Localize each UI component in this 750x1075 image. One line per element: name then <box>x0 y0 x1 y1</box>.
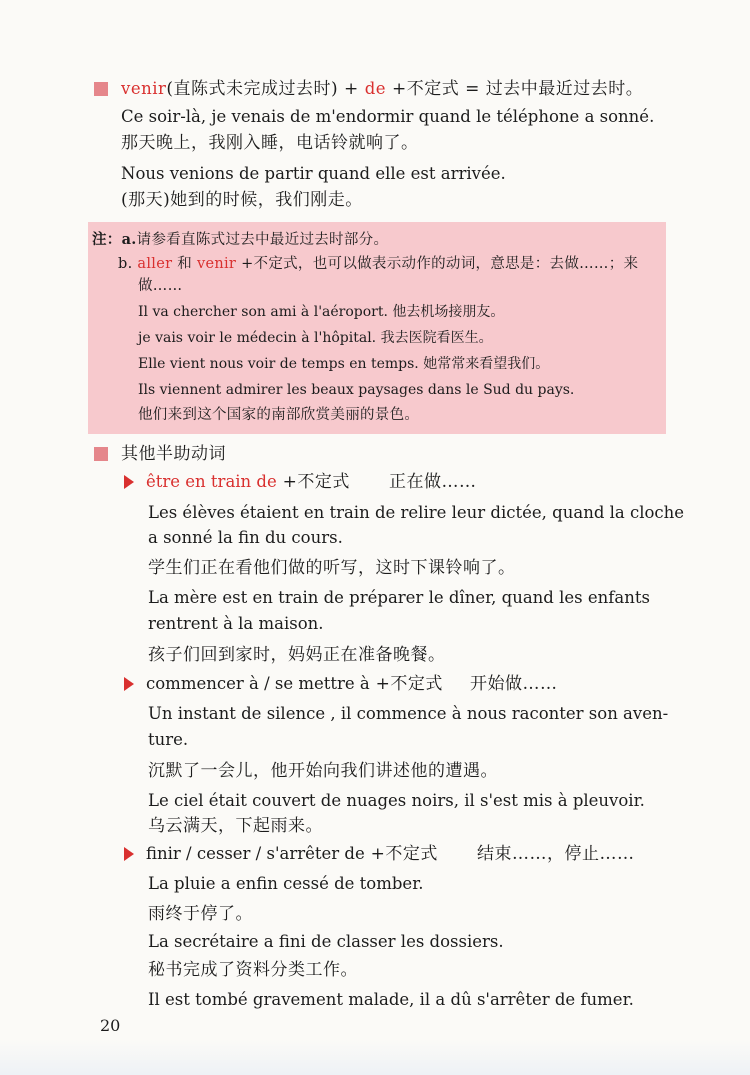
rule-plus: + <box>338 79 365 99</box>
page-bottom-shade <box>0 1040 750 1075</box>
item-formula: +不定式 <box>369 674 443 694</box>
section-bullet-square <box>94 447 108 461</box>
example-fr: a sonné la fin du cours. <box>148 528 343 547</box>
item-head: finir / cesser / s'arrêter de <box>146 844 365 863</box>
note-b-aller: aller <box>137 256 173 272</box>
section-bullet-square <box>94 82 108 96</box>
item-meaning: 结束……，停止…… <box>476 844 635 864</box>
item-head: commencer à / se mettre à <box>146 674 370 693</box>
example-zh: (那天)她到的时候，我们刚走。 <box>121 190 363 210</box>
rule-verb: venir <box>121 79 167 98</box>
note-example-zh: 他们来到这个国家的南部欣赏美丽的景色。 <box>138 407 420 423</box>
item-heading <box>146 673 558 695</box>
example-fr: Nous venions de partir quand elle est arrivée. <box>121 164 506 183</box>
example-zh: 孩子们回到家时，妈妈正在准备晚餐。 <box>148 645 446 665</box>
example-fr: Un instant de silence , il commence à nous raconter son aven- <box>148 704 669 723</box>
example-zh: 那天晚上，我刚入睡，电话铃就响了。 <box>121 133 419 153</box>
note-b <box>118 254 638 274</box>
example-fr: La pluie a enfin cessé de tomber. <box>148 874 424 893</box>
item-heading <box>146 843 634 865</box>
rule-line <box>121 78 643 100</box>
example-zh: 雨终于停了。 <box>148 904 253 924</box>
note-b-text1: +不定式，也可以做表示动作的动词，意思是：去做……；来 <box>236 256 639 272</box>
example-zh: 乌云满天，下起雨来。 <box>148 816 323 836</box>
rule-paren: (直陈式未完成过去时) <box>166 79 339 99</box>
note-a-text: 请参看直陈式过去中最近过去时部分。 <box>136 232 389 248</box>
note-b-and: 和 <box>172 256 197 272</box>
example-fr: Le ciel était couvert de nuages noirs, il s'est mis à pleuvoir. <box>148 791 645 810</box>
item-formula: +不定式 <box>364 844 438 864</box>
rule-rest: +不定式 = 过去中最近过去时。 <box>386 79 644 99</box>
example-zh: 秘书完成了资料分类工作。 <box>148 960 358 980</box>
example-fr: Les élèves étaient en train de relire leur dictée, quand la cloche <box>148 503 685 522</box>
example-zh: 学生们正在看他们做的听写，这时下课铃响了。 <box>148 558 516 578</box>
note-b-venir: venir <box>196 256 237 272</box>
example-fr: La secrétaire a fini de classer les dossiers. <box>148 932 504 951</box>
item-meaning: 开始做…… <box>470 674 558 694</box>
item-bullet-triangle <box>124 475 134 489</box>
example-fr: rentrent à la maison. <box>148 614 324 633</box>
note-a <box>92 230 388 250</box>
item-bullet-triangle <box>124 847 134 861</box>
item-heading <box>146 471 477 493</box>
note-example: je vais voir le médecin à l'hôpital. 我去医院看医生。 <box>138 330 493 346</box>
rule-de: de <box>364 79 387 98</box>
note-example: Ils viennent admirer les beaux paysages dans le Sud du pays. <box>138 382 575 398</box>
note-b-label: b. <box>118 256 133 272</box>
item-formula: +不定式 <box>276 472 350 492</box>
page-number: 20 <box>100 1016 121 1035</box>
note-b-text2: 做…… <box>138 278 183 294</box>
note-a-label: 注：a. <box>92 231 137 248</box>
item-bullet-triangle <box>124 677 134 691</box>
note-example: Elle vient nous voir de temps en temps. 她常常来看望我们。 <box>138 356 550 372</box>
example-fr: ture. <box>148 730 189 749</box>
note-example: Il va chercher son ami à l'aéroport. 他去机场接朋友。 <box>138 304 505 320</box>
example-fr: La mère est en train de préparer le dîner, quand les enfants <box>148 588 650 607</box>
item-head: être en train de <box>146 472 277 491</box>
item-meaning: 正在做…… <box>389 472 477 492</box>
section-title: 其他半助动词 <box>121 444 226 464</box>
example-fr: Ce soir-là, je venais de m'endormir quand le téléphone a sonné. <box>121 107 655 126</box>
example-zh: 沉默了一会儿，他开始向我们讲述他的遭遇。 <box>148 761 498 781</box>
example-fr: Il est tombé gravement malade, il a dû s'arrêter de fumer. <box>148 990 634 1009</box>
